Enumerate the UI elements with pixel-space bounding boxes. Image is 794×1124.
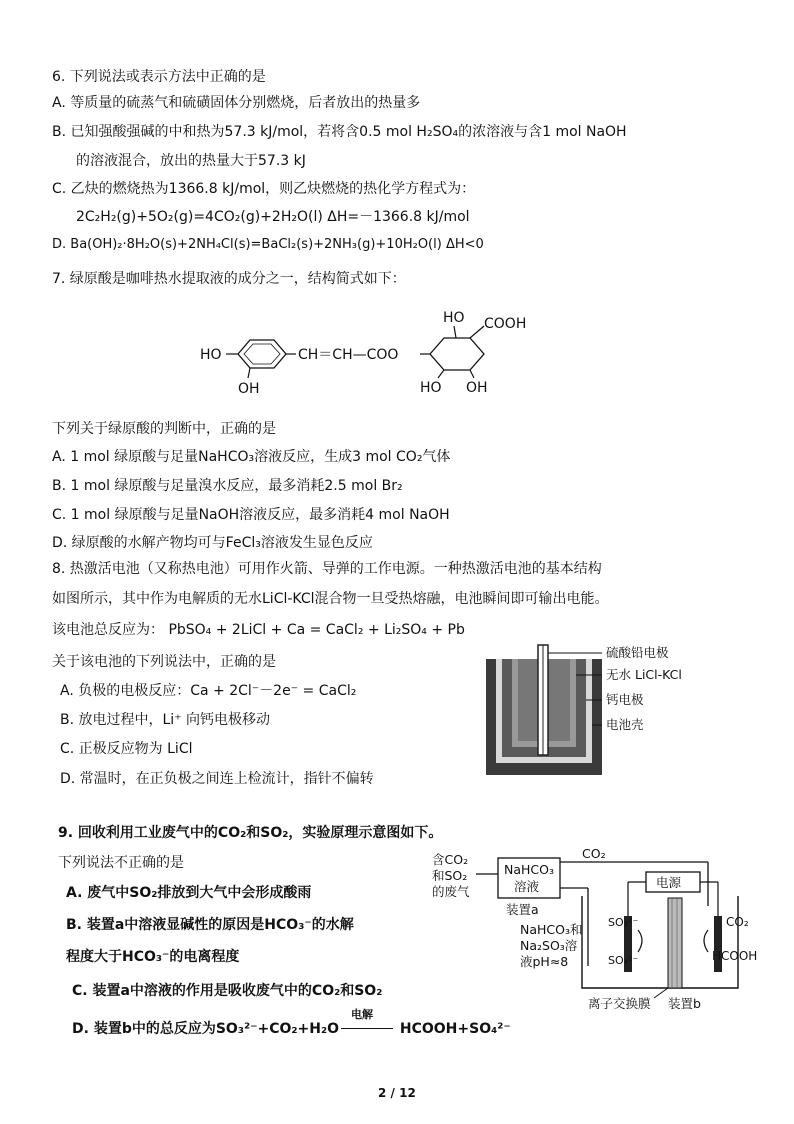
q9-stem: 9. 回收利用工业废气中的CO₂和SO₂，实验原理示意图如下。 — [58, 825, 443, 841]
structure-ho-left: HO — [200, 347, 222, 363]
label-device-a: 装置a — [506, 902, 539, 917]
label-gas-in-2: 和SO₂ — [432, 868, 468, 883]
thermal-battery-diagram — [484, 643, 794, 778]
label-so4: SO₄²⁻ — [608, 954, 639, 967]
q7-stem: 7. 绿原酸是咖啡热水提取液的成分之一，结构简式如下： — [52, 271, 406, 287]
label-anhydrous-licl-kcl: 无水 LiCl-KCl — [606, 667, 682, 682]
structure-chain: CH＝CH—COO — [298, 347, 399, 363]
q6-option-b-line2: 的溶液混合，放出的热量大于57.3 kJ — [76, 153, 306, 169]
co2-so2-recovery-diagram — [432, 848, 762, 1013]
q9-option-c: C. 装置a中溶液的作用是吸收废气中的CO₂和SO₂ — [72, 983, 383, 999]
q7-option-b: B. 1 mol 绿原酸与足量溴水反应，最多消耗2.5 mol Br₂ — [52, 478, 403, 494]
q7-option-a: A. 1 mol 绿原酸与足量NaHCO₃溶液反应，生成3 mol CO₂气体 — [52, 449, 451, 465]
q8-stem-line1: 8. 热激活电池（又称热电池）可用作火箭、导弹的工作电源。一种热激活电池的基本结构 — [52, 561, 602, 577]
q8-option-d: D. 常温时，在正负极之间连上检流计，指针不偏转 — [60, 771, 374, 787]
q8-option-a: A. 负极的电极反应：Ca + 2Cl⁻－2e⁻ = CaCl₂ — [60, 683, 357, 699]
label-device-b: 装置b — [668, 996, 701, 1011]
structure-ho-top: HO — [443, 310, 465, 326]
q8-option-c: C. 正极反应物为 LiCl — [60, 741, 193, 757]
label-calcium-electrode: 钙电极 — [606, 692, 644, 707]
q9-option-d-pre: D. 装置b中的总反应为SO₃²⁻+CO₂+H₂O — [72, 1021, 339, 1037]
q6-option-c-line2: 2C₂H₂(g)+5O₂(g)=4CO₂(g)+2H₂O(l) ΔH=－1366.8 kJ/mol — [76, 209, 470, 225]
label-solution-3: 液pH≈8 — [520, 954, 569, 969]
label-box-2: 溶液 — [514, 879, 540, 894]
q6-option-a: A. 等质量的硫蒸气和硫磺固体分别燃烧，后者放出的热量多 — [52, 95, 421, 111]
chlorogenic-acid-structure — [198, 298, 558, 398]
q8-stem-line3: 该电池总反应为： PbSO₄ + 2LiCl + Ca = CaCl₂ + Li₂SO₄ + Pb — [52, 622, 465, 638]
label-hcooh: HCOOH — [712, 949, 758, 963]
q6-option-c-line1: C. 乙炔的燃烧热为1366.8 kJ/mol，则乙炔燃烧的热化学方程式为： — [52, 181, 476, 197]
q7-option-d: D. 绿原酸的水解产物均可与FeCl₃溶液发生显色反应 — [52, 535, 373, 551]
label-co2-right: CO₂ — [726, 915, 749, 929]
label-gas-in-3: 的废气 — [432, 884, 470, 899]
q6-option-d: D. Ba(OH)₂·8H₂O(s)+2NH₄Cl(s)=BaCl₂(s)+2NH₃(g)+10H₂O(l) ΔH<0 — [52, 237, 484, 252]
q8-option-b: B. 放电过程中，Li⁺ 向钙电极移动 — [60, 712, 271, 728]
label-co2-top: CO₂ — [582, 846, 606, 861]
q9-option-d-post: HCOOH+SO₄²⁻ — [399, 1021, 511, 1037]
structure-ho-bottom: HO — [420, 380, 442, 396]
q6-stem: 6. 下列说法或表示方法中正确的是 — [52, 69, 266, 85]
label-ion-exchange-membrane: 离子交换膜 — [588, 996, 651, 1011]
q9-option-b-line1: B. 装置a中溶液显碱性的原因是HCO₃⁻的水解 — [66, 917, 354, 933]
electrolysis-arrow — [339, 1008, 395, 1038]
q9-option-a: A. 废气中SO₂排放到大气中会形成酸雨 — [66, 885, 312, 901]
q8-prompt: 关于该电池的下列说法中，正确的是 — [52, 654, 276, 670]
label-lead-sulfate-electrode: 硫酸铅电极 — [606, 645, 669, 660]
label-solution-2: Na₂SO₃溶 — [520, 938, 578, 953]
label-power: 电源 — [656, 875, 682, 890]
page-number: 2 / 12 — [378, 1086, 416, 1100]
structure-oh-bottom-right: OH — [466, 380, 488, 396]
q7-prompt: 下列关于绿原酸的判断中，正确的是 — [52, 421, 276, 437]
label-gas-in-1: 含CO₂ — [432, 852, 469, 867]
label-solution-1: NaHCO₃和 — [520, 922, 583, 937]
q9-option-b-line2: 程度大于HCO₃⁻的电离程度 — [66, 949, 240, 965]
q9-option-d — [72, 1008, 511, 1038]
q8-stem-line2: 如图所示，其中作为电解质的无水LiCl-KCl混合物一旦受热熔融，电池瞬间即可输出电能。 — [52, 591, 609, 607]
q9-prompt: 下列说法不正确的是 — [58, 855, 184, 871]
label-battery-case: 电池壳 — [606, 717, 644, 732]
electrolysis-condition: 电解 — [351, 1008, 373, 1021]
label-so3: SO₃²⁻ — [608, 916, 639, 929]
label-box-1: NaHCO₃ — [504, 862, 554, 877]
q6-option-b-line1: B. 已知强酸强碱的中和热为57.3 kJ/mol，若将含0.5 mol H₂SO₄的浓溶液与含1 mol NaOH — [52, 124, 627, 140]
structure-oh-bottom-left: OH — [238, 381, 260, 397]
structure-cooh: COOH — [484, 316, 527, 332]
q7-option-c: C. 1 mol 绿原酸与足量NaOH溶液反应，最多消耗4 mol NaOH — [52, 507, 450, 523]
